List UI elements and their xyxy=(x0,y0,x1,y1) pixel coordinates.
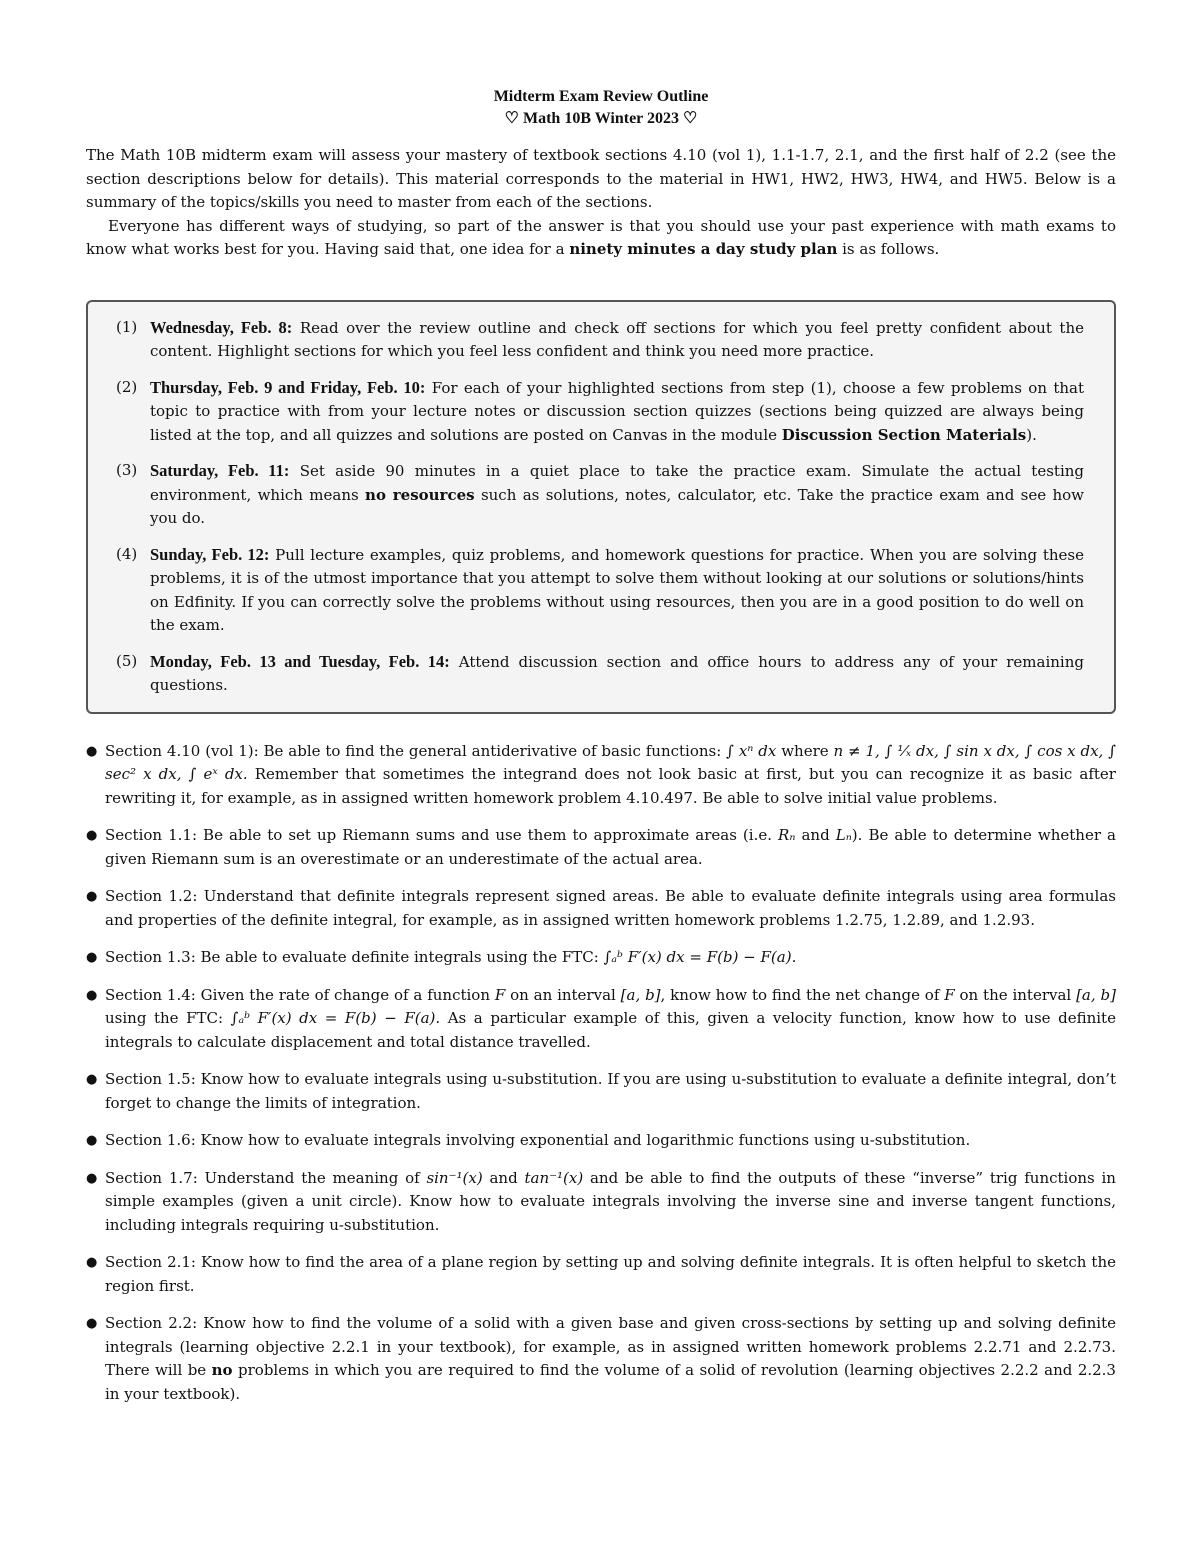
math-expression: ∫ ¹⁄ₓ dx, xyxy=(884,741,939,760)
math-expression: ∫ sin x dx, xyxy=(943,741,1020,760)
math-expression: ∫ₐᵇ F′(x) dx = F(b) − F(a). xyxy=(603,948,797,966)
math-expression: [a, b] xyxy=(1076,985,1116,1004)
math-expression: [a, b] xyxy=(620,985,661,1004)
math-expression: ∫ sec² x dx, xyxy=(105,741,1117,783)
math-expression: ∫ eˣ dx. xyxy=(188,765,248,783)
plan-text xyxy=(150,376,1084,448)
plan-text xyxy=(150,650,1084,698)
intro-p2-text: Everyone has different ways of studying, so part of the answer is that you should use your past experience with math exams to know what works best for you. Having said that, one idea for a xyxy=(86,216,1116,258)
section-text-part: Remember that sometimes the integrand does not look basic at first, but you can recognize it as basic after rewriting it, for example, as in assigned written homework problem 4.10.497. Be able to solve initial value problems. xyxy=(105,765,1116,807)
intro-p2-end: is as follows. xyxy=(837,240,940,258)
section-text: Section 1.5: Know how to evaluate integrals using u-substitution. If you are using u-substitution to evaluate a definite integral, don’t forget to change the limits of integration. xyxy=(105,1070,1116,1112)
list-item-section-1-7 xyxy=(86,1167,1116,1238)
section-text-part: Section 1.3: Be able to evaluate definite integrals using the FTC: xyxy=(105,948,599,966)
list-item-section-1-5 xyxy=(86,1068,1116,1115)
plan-number: (2) xyxy=(116,377,138,396)
plan-item xyxy=(116,650,1084,698)
section-text xyxy=(105,1167,1116,1238)
bullet-icon: ● xyxy=(86,987,98,1003)
list-item-section-1-6 xyxy=(86,1129,1116,1153)
bullet-icon: ● xyxy=(86,743,98,759)
section-text-part: Section 1.7: Understand the meaning of xyxy=(105,1168,420,1187)
plan-text xyxy=(150,459,1084,531)
math-expression: tan⁻¹(x) xyxy=(524,1168,584,1187)
section-list xyxy=(86,740,1116,1407)
section-text-part: Section 1.4: Given the rate of change of a function xyxy=(105,985,490,1004)
math-expression: Lₙ xyxy=(835,826,852,844)
list-item-section-2-1 xyxy=(86,1251,1116,1298)
plan-body-end: ). xyxy=(1026,425,1037,444)
plan-item xyxy=(116,376,1084,448)
math-expression: ∫ cos x dx, xyxy=(1024,741,1104,760)
title-line-2: ♡ Math 10B Winter 2023 ♡ xyxy=(504,110,698,127)
plan-item xyxy=(116,459,1084,531)
plan-day: Saturday, Feb. 11: xyxy=(150,461,290,480)
plan-body-end: such as solutions, notes, calculator, etc. Take the practice exam and see how you do. xyxy=(150,485,1085,527)
bullet-icon: ● xyxy=(86,950,98,965)
document-title xyxy=(86,86,1116,130)
plan-number: (5) xyxy=(116,651,138,670)
list-item-section-4-10 xyxy=(86,740,1116,811)
plan-day: Monday, Feb. 13 and Tuesday, Feb. 14: xyxy=(150,651,450,671)
section-text: Section 1.6: Know how to evaluate integrals involving exponential and logarithmic functions using u-substitution. xyxy=(105,1131,971,1149)
bullet-icon: ● xyxy=(86,1316,98,1331)
section-text-part: and xyxy=(489,1168,518,1187)
bullet-icon: ● xyxy=(86,1072,98,1087)
section-text-part: problems in which you are required to find the volume of a solid of revolution (learning objectives 2.2.2 and 2.2.3 in your textbook). xyxy=(105,1361,1116,1403)
plan-number: (1) xyxy=(116,317,138,336)
study-plan-box xyxy=(86,300,1116,714)
section-text-part: and xyxy=(801,826,830,844)
intro-paragraph-2 xyxy=(86,215,1116,262)
section-text: Section 2.1: Know how to find the area of a plane region by setting up and solving definite integrals. It is often helpful to sketch the region first. xyxy=(105,1253,1116,1295)
section-text xyxy=(105,740,1116,811)
section-text-part: and be able to find the outputs of these “inverse” trig functions in simple examples (given a unit circle). Know how to evaluate integrals involving the inverse sine and inverse tangent functions, including integrals requiring u-substitution. xyxy=(105,1168,1116,1234)
list-item-section-1-1 xyxy=(86,824,1116,871)
section-text xyxy=(105,946,1116,970)
plan-text xyxy=(150,543,1084,638)
section-emphasis: no xyxy=(211,1361,233,1379)
list-item-section-1-2 xyxy=(86,885,1116,932)
section-text-part: Section 4.10 (vol 1): Be able to find the general antiderivative of basic functions: xyxy=(105,741,722,760)
section-text xyxy=(105,1312,1116,1406)
intro-paragraph-1: The Math 10B midterm exam will assess your mastery of textbook sections 4.10 (vol 1), 1.1-1.7, 2.1, and the first half of 2.2 (see the section descriptions below for details). This material corresponds to the material in HW1, HW2, HW3, HW4, and HW5. Below is a summary of the topics/skills you need to master from each of the sections. xyxy=(86,146,1116,211)
section-text-part: Section 2.2: Know how to find the volume of a solid with a given base and given cross-sections by setting up and solving definite integrals (learning objective 2.2.1 in your textbook), for example, as in assigned written homework problems 2.2.71 and 2.2.73. There will be xyxy=(105,1314,1116,1379)
plan-item xyxy=(116,316,1084,364)
bullet-icon: ● xyxy=(86,828,98,843)
plan-bold: no resources xyxy=(365,485,475,504)
list-item-section-2-2 xyxy=(86,1312,1116,1406)
math-expression: F xyxy=(494,985,506,1004)
section-text-part: ). Be able to determine whether a given Riemann sum is an overestimate or an underestimate of the actual area. xyxy=(105,826,1116,868)
bullet-icon: ● xyxy=(86,1255,98,1270)
list-item-section-1-3 xyxy=(86,946,1116,970)
list-item-section-1-4 xyxy=(86,984,1116,1055)
plan-day: Wednesday, Feb. 8: xyxy=(150,317,293,337)
section-text-part: As a particular example of this, given a velocity function, know how to use definite integrals to calculate displacement and total distance travelled. xyxy=(105,1009,1116,1051)
plan-day: Thursday, Feb. 9 and Friday, Feb. 10: xyxy=(150,377,426,397)
bullet-icon: ● xyxy=(86,889,98,904)
plan-item xyxy=(116,543,1084,638)
intro xyxy=(86,144,1116,262)
plan-body: Read over the review outline and check off sections for which you feel pretty confident about the content. Highlight sections for which you feel less confident and think you need more practice. xyxy=(150,318,1084,360)
math-expression: ∫ₐᵇ F′(x) dx = F(b) − F(a). xyxy=(230,1009,441,1027)
plan-number: (3) xyxy=(116,461,138,479)
plan-body: Pull lecture examples, quiz problems, and homework questions for practice. When you are solving these problems, it is of the utmost importance that you attempt to solve them without looking at our solutions or solutions/hints on Edfinity. If you can correctly solve the problems without using resources, then you are in a good position to do well on the exam. xyxy=(150,545,1085,634)
section-text xyxy=(105,984,1116,1055)
math-expression: n ≠ 1, xyxy=(833,741,880,760)
bullet-icon: ● xyxy=(86,1170,98,1186)
bullet-icon: ● xyxy=(86,1133,98,1148)
section-text-part: where xyxy=(781,741,829,760)
section-text-part: using the FTC: xyxy=(105,1009,224,1027)
plan-body: Attend discussion section and office hours to address any of your remaining questions. xyxy=(150,652,1084,694)
section-text-part: on an interval xyxy=(510,985,616,1004)
plan-body: For each of your highlighted sections from step (1), choose a few problems on that topic to practice with from your lecture notes or discussion section quizzes (sections being quizzed are always being listed at the top, and all quizzes and solutions are posted on Canvas in the module xyxy=(150,378,1084,444)
section-text xyxy=(105,824,1116,871)
plan-body: Set aside 90 minutes in a quiet place to take the practice exam. Simulate the actual testing environment, which means xyxy=(150,462,1084,504)
plan-bold: Discussion Section Materials xyxy=(781,425,1027,444)
section-text-part: Section 1.1: Be able to set up Riemann sums and use them to approximate areas (i.e. xyxy=(105,826,772,844)
study-plan-emphasis: ninety minutes a day study plan xyxy=(569,240,838,258)
math-expression: Rₙ xyxy=(778,826,796,844)
section-text-part: , know how to find the net change of xyxy=(660,985,940,1004)
plan-day: Sunday, Feb. 12: xyxy=(150,544,270,564)
title-line-1: Midterm Exam Review Outline xyxy=(493,88,709,105)
math-expression: sin⁻¹(x) xyxy=(426,1168,483,1187)
math-expression: ∫ xⁿ dx xyxy=(726,741,777,760)
document-page xyxy=(86,86,1116,1420)
section-text: Section 1.2: Understand that definite integrals represent signed areas. Be able to evaluate definite integrals using area formulas and properties of the definite integral, for example, as in assigned written homework problems 1.2.75, 1.2.89, and 1.2.93. xyxy=(105,887,1116,929)
plan-text xyxy=(150,316,1084,364)
math-expression: F xyxy=(944,985,955,1004)
plan-number: (4) xyxy=(116,544,138,563)
section-text-part: on the interval xyxy=(959,985,1072,1004)
